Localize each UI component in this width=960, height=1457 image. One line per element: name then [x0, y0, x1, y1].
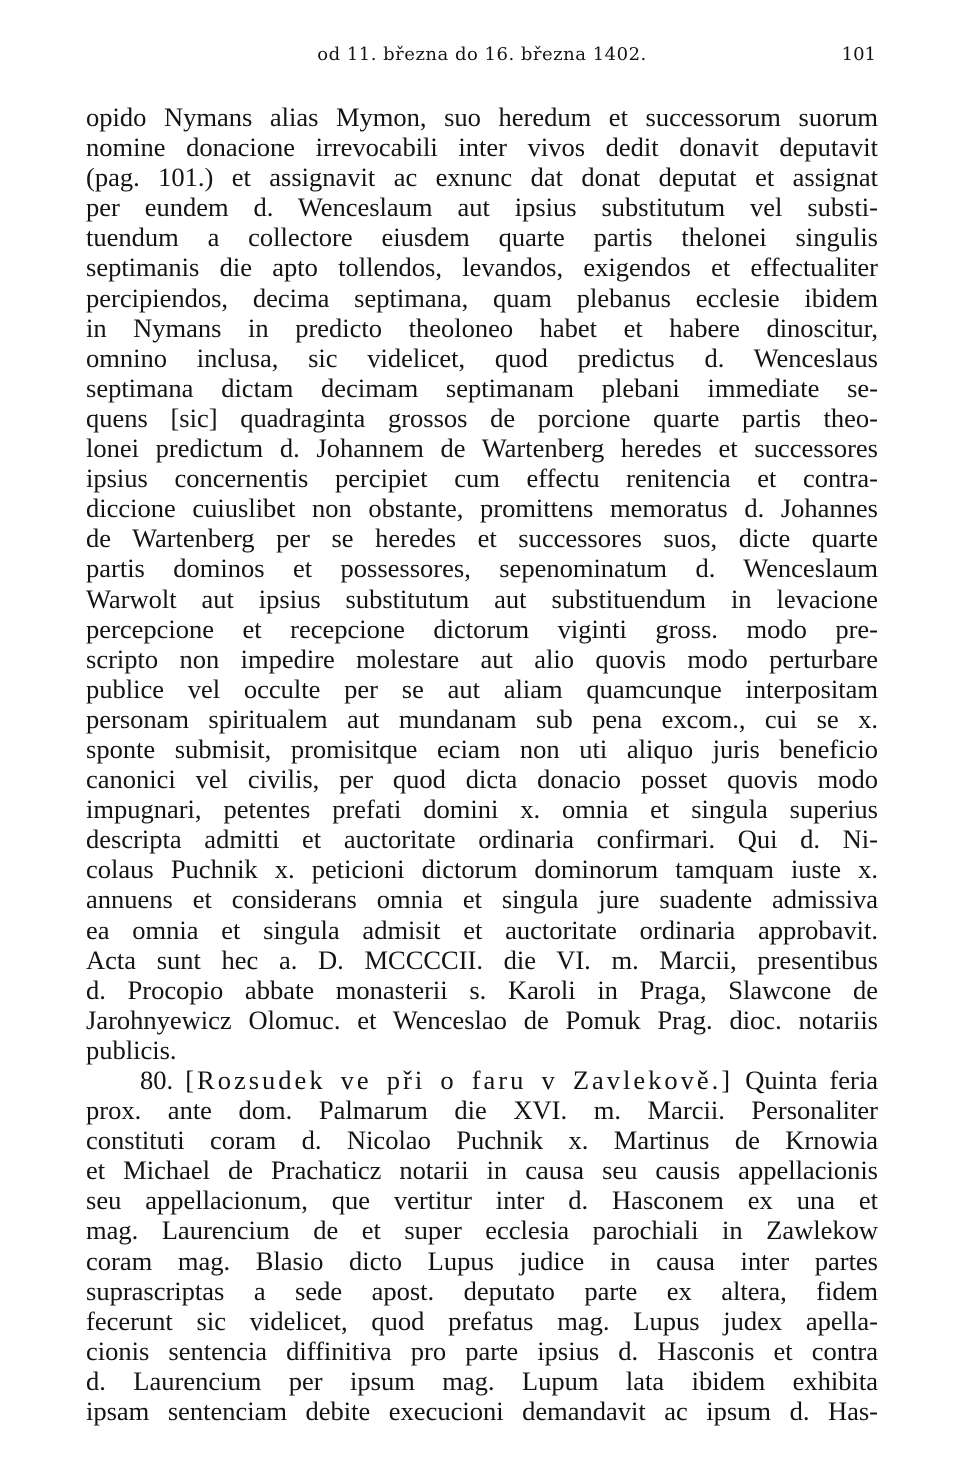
text-line: prox. ante dom. Palmarum die XVI. m. Marcii. Personaliter: [86, 1095, 878, 1126]
text-line: omnino inclusa, sic videlicet, quod predictus d. Wenceslaus: [86, 342, 878, 373]
text-line: percipiendos, decima septimana, quam plebanus ecclesie ibidem: [86, 282, 878, 313]
text-line: d. Laurencium per ipsum mag. Lupum lata ibidem exhibita: [86, 1365, 878, 1396]
text-line: d. Procopio abbate monasterii s. Karoli in Praga, Slawcone de: [86, 974, 878, 1005]
text-line: lonei predictum d. Johannem de Wartenberg heredes et successores: [86, 433, 878, 464]
text-line: in Nymans in predicto theoloneo habet et habere dinoscitur,: [86, 312, 878, 343]
text-line: septimana dictam decimam septimanam plebani immediate se-: [86, 372, 878, 403]
text-line: coram mag. Blasio dicto Lupus judice in causa inter partes: [86, 1245, 878, 1276]
text-line: sponte submisit, promisitque eciam non uti aliquo juris beneficio: [86, 733, 878, 764]
text-line: (pag. 101.) et assignavit ac exnunc dat donat deputat et assignat: [86, 162, 878, 193]
text-line: tuendum a collectore eiusdem quarte partis thelonei singulis: [86, 222, 878, 253]
text-line: ea omnia et singula admisit et auctoritate ordinaria approbavit.: [86, 914, 878, 945]
text-line: de Wartenberg per se heredes et successores suos, dicte quarte: [86, 523, 878, 554]
text-line: percepcione et recepcione dictorum viginti gross. modo pre-: [86, 613, 878, 644]
text-line: publicis.: [86, 1034, 177, 1065]
text-line: quens [sic] quadraginta grossos de porcione quarte partis theo-: [86, 402, 878, 433]
page-number: 101: [841, 44, 876, 65]
entry-heading-line: [86, 1065, 878, 1095]
text-line: fecerunt sic videlicet, quod prefatus mag. Lupus judex apella-: [86, 1305, 878, 1336]
text-line: mag. Laurencium de et super ecclesia parochiali in Zawlekow: [86, 1215, 878, 1246]
text-line: diccione cuiuslibet non obstante, promittens memoratus d. Johannes: [86, 493, 878, 524]
text-line: septimanis die apto tollendos, levandos, exigendos et effectualiter: [86, 252, 878, 283]
text-line: seu appellacionum, que vertitur inter d. Hasconem ex una et: [86, 1185, 878, 1216]
text-line: Acta sunt hec a. D. MCCCCII. die VI. m. Marcii, presentibus: [86, 944, 878, 975]
text-line: Jarohnyewicz Olomuc. et Wenceslao de Pomuk Prag. dioc. notariis: [86, 1004, 878, 1035]
text-line: suprascriptas a sede apost. deputato parte ex altera, fidem: [86, 1275, 878, 1306]
text-line: publice vel occulte per se aut aliam quamcunque interpositam: [86, 673, 878, 704]
text-body: [86, 102, 878, 1426]
running-title: od 11. března do 16. března 1402.: [317, 44, 647, 65]
text-line: constituti coram d. Nicolao Puchnik x. Martinus de Krnowia: [86, 1125, 878, 1156]
text-line: descripta admitti et auctoritate ordinaria confirmari. Qui d. Ni-: [86, 824, 878, 855]
text-line: nomine donacione irrevocabili inter vivos dedit donavit deputavit: [86, 132, 878, 163]
text-line: et Michael de Prachaticz notarii in causa seu causis appellacionis: [86, 1155, 878, 1186]
text-line: personam spiritualem aut mundanam sub pena excom., cui se x.: [86, 703, 878, 734]
text-line: Warwolt aut ipsius substitutum aut substituendum in levacione: [86, 583, 878, 614]
entry-title: [Rozsudek ve při o faru v Zavlekově.]: [185, 1065, 734, 1095]
text-line: annuens et considerans omnia et singula jure suadente admissiva: [86, 884, 878, 915]
running-head: [86, 44, 878, 74]
text-line: cionis sentencia diffinitiva pro parte ipsius d. Hasconis et contra: [86, 1335, 878, 1366]
text-line: partis dominos et possessores, sepenominatum d. Wenceslaum: [86, 553, 878, 584]
text-line: ipsam sentenciam debite execucioni demandavit ac ipsum d. Has-: [86, 1396, 878, 1427]
text-line: canonici vel civilis, per quod dicta donacio posset quovis modo: [86, 764, 878, 795]
text-line: impugnari, petentes prefati domini x. omnia et singula superius: [86, 794, 878, 825]
text-line: ipsius concernentis percipiet cum effectu renitencia et contra-: [86, 463, 878, 494]
text-line: opido Nymans alias Mymon, suo heredum et successorum suorum: [86, 102, 878, 132]
text-line: colaus Puchnik x. peticioni dictorum dominorum tamquam iuste x.: [86, 854, 878, 885]
text-line: scripto non impedire molestare aut alio quovis modo perturbare: [86, 643, 878, 674]
entry-first-line-rest: Quinta feria: [745, 1065, 878, 1095]
text-line: per eundem d. Wenceslaum aut ipsius substitutum vel substi-: [86, 192, 878, 223]
entry-number: 80.: [140, 1065, 174, 1095]
